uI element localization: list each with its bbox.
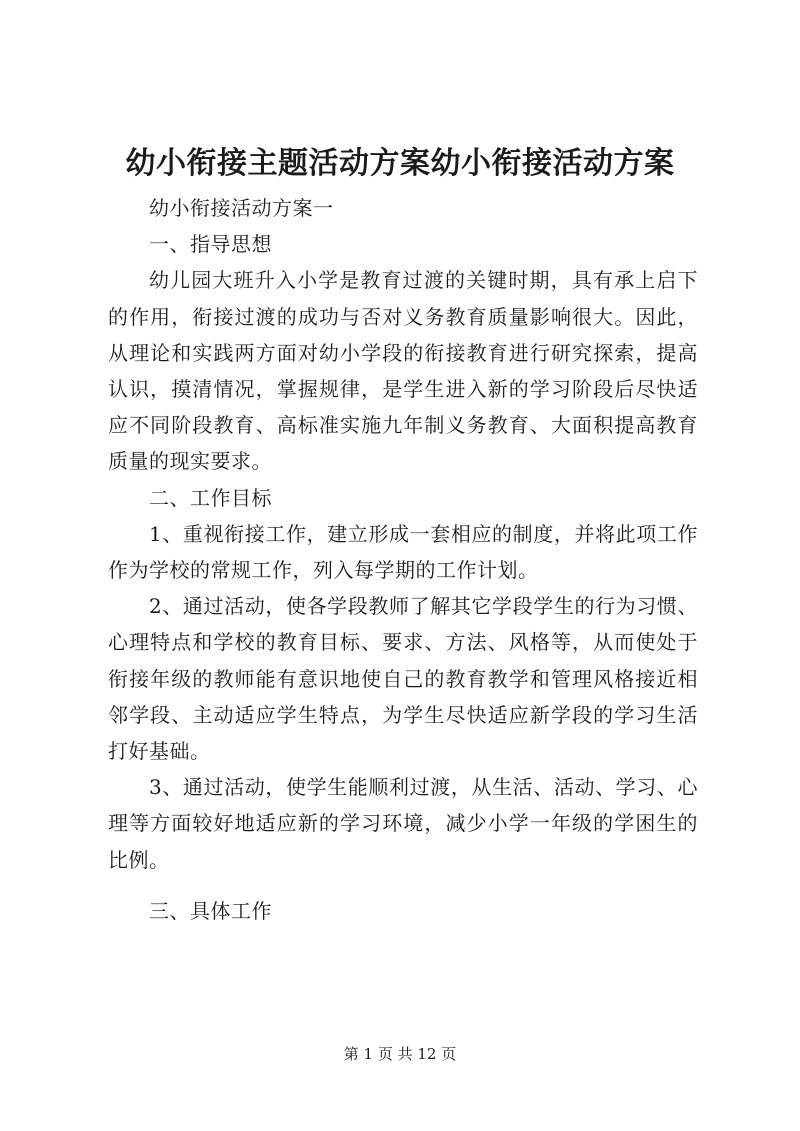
section-subtitle: 幼小衔接活动方案一 xyxy=(149,196,334,220)
section-heading-guiding-ideology: 一、指导思想 xyxy=(149,232,272,257)
section-heading-work-goals: 二、工作目标 xyxy=(149,485,272,510)
paragraph-goal-2: 2、通过活动，使各学段教师了解其它学段学生的行为习惯、心理特点和学校的教育目标、要求、方法、风格等，从而使处于衔接年级的教师能有意识地使自己的教育教学和管理风格接近相邻学段、主动适应学生特点，为学生尽快适应新学段的学习生活打好基础。 xyxy=(108,594,698,764)
paragraph-goal-3: 3、通过活动，使学生能顺利过渡，从生活、活动、学习、心理等方面较好地适应新的学习环境，减少小学一年级的学困生的比例。 xyxy=(108,775,698,872)
document-body xyxy=(108,190,698,929)
section-heading-specific-work: 三、具体工作 xyxy=(149,898,272,923)
document-title: 幼小衔接主题活动方案幼小衔接活动方案 xyxy=(125,146,675,181)
paragraph-guiding-ideology: 幼儿园大班升入小学是教育过渡的关键时期，具有承上启下的作用，衔接过渡的成功与否对义务教育质量影响很大。因此，从理论和实践两方面对幼小学段的衔接教育进行研究探索，提高认识，摸清情况，掌握规律，是学生进入新的学习阶段后尽快适应不同阶段教育、高标准实施九年制义务教育、大面积提高教育质量的现实要求。 xyxy=(108,268,698,474)
page-footer: 第 1 页 共 12 页 xyxy=(343,1045,457,1063)
paragraph-goal-1: 1、重视衔接工作，建立形成一套相应的制度，并将此项工作作为学校的常规工作，列入每学期的工作计划。 xyxy=(108,521,698,583)
